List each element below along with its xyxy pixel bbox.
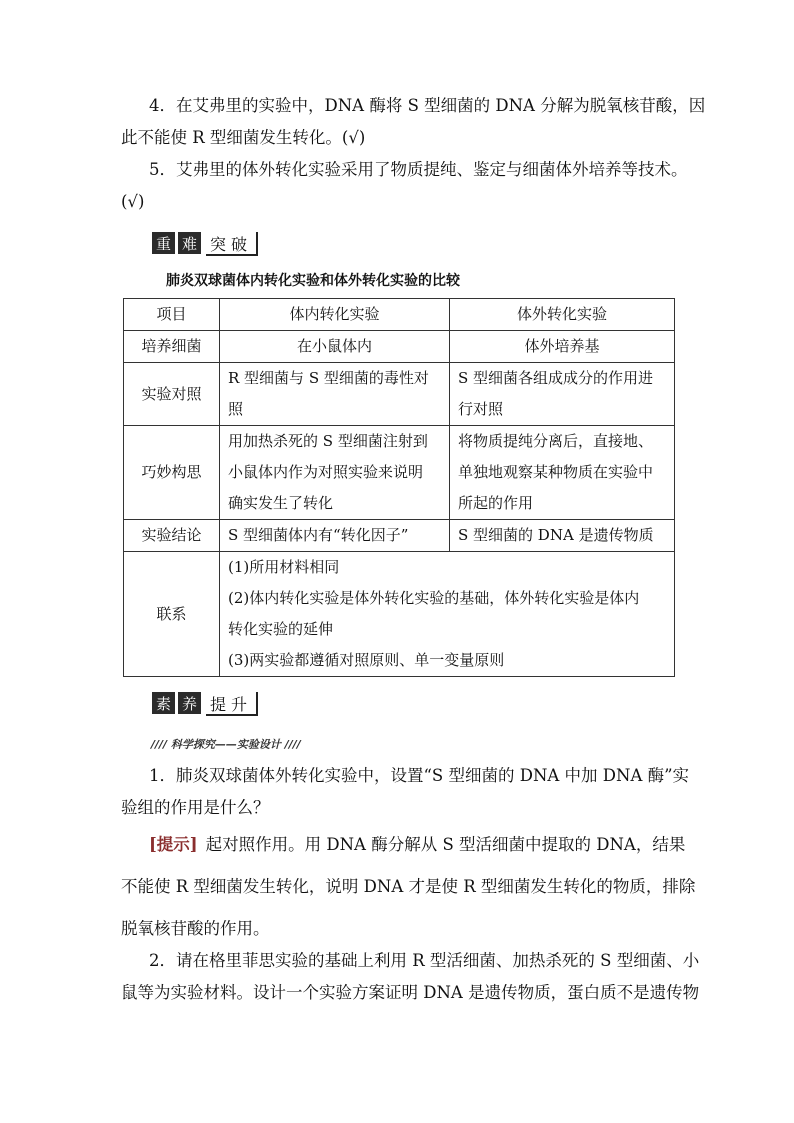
badge-char: 难 (178, 232, 201, 254)
row-label: 联系 (124, 552, 220, 677)
badge-frame (206, 232, 258, 256)
cell-line: 所起的作用 (458, 494, 534, 512)
cell-line: 转化实验的延伸 (228, 620, 334, 638)
row-label: 巧妙构思 (124, 426, 220, 520)
answer-1-line-3: 脱氧核苷酸的作用。 (121, 919, 270, 938)
in-vitro-cell (450, 363, 675, 426)
review-item-5 (121, 154, 688, 218)
badge-char: 素 (152, 692, 175, 714)
review-item-5-line-2: (√) (121, 192, 145, 211)
row-label: 培养细菌 (124, 331, 220, 363)
question-2-line-2: 鼠等为实验材料。设计一个实验方案证明 DNA 是遗传物质，蛋白质不是遗传物 (121, 983, 700, 1002)
badge-char: 养 (178, 692, 201, 714)
review-item-4-line-1: 4．在艾弗里的实验中，DNA 酶将 S 型细菌的 DNA 分解为脱氧核苷酸，因 (149, 96, 706, 115)
review-item-5-line-1: 5．艾弗里的体外转化实验采用了物质提纯、鉴定与细菌体外培养等技术。 (149, 160, 688, 179)
in-vivo-cell (220, 426, 450, 520)
table-header-cell: 项目 (124, 299, 220, 331)
table-row (124, 363, 675, 426)
hint-label: [提示] (149, 835, 198, 854)
badge-frame (206, 692, 258, 716)
table-row (124, 331, 675, 363)
table-row (124, 552, 675, 677)
cell-line: 用加热杀死的 S 型细菌注射到 (228, 432, 428, 450)
in-vitro-cell: S 型细菌的 DNA 是遗传物质 (450, 520, 675, 552)
section-badge-key-points (152, 230, 258, 254)
row-label: 实验对照 (124, 363, 220, 426)
badge-char: 升 (231, 694, 249, 714)
badge-char: 突 (210, 234, 228, 254)
cell-line: 行对照 (458, 400, 504, 418)
section-badge-literacy (152, 690, 258, 714)
question-2 (121, 945, 700, 1009)
question-1-line-1: 1．肺炎双球菌体外转化实验中，设置“S 型细菌的 DNA 中加 DNA 酶”实 (149, 766, 690, 785)
cell-line: 确实发生了转化 (228, 494, 334, 512)
cell-line: R 型细菌与 S 型细菌的毒性对 (228, 369, 429, 387)
badge-char: 破 (231, 234, 249, 254)
review-item-4 (121, 90, 706, 154)
cell-line: S 型细菌各组成成分的作用进 (458, 369, 654, 387)
subheading: //// 科学探究——实验设计 //// (151, 738, 301, 751)
badge-char: 提 (210, 694, 228, 714)
in-vivo-cell: S 型细菌体内有“转化因子” (220, 520, 450, 552)
table-header-row (124, 299, 675, 331)
cell-line: 照 (228, 400, 244, 418)
table-header-cell: 体外转化实验 (450, 299, 675, 331)
question-1-line-2: 验组的作用是什么？ (121, 798, 270, 817)
cell-line: (2)体内转化实验是体外转化实验的基础，体外转化实验是体内 (228, 589, 640, 607)
answer-1-line-2: 不能使 R 型细菌发生转化，说明 DNA 才是使 R 型细菌发生转化的物质，排除 (121, 877, 696, 896)
badge-char: 重 (152, 232, 175, 254)
question-1 (121, 760, 690, 824)
comparison-table (123, 298, 675, 677)
in-vitro-cell: 体外培养基 (450, 331, 675, 363)
in-vivo-cell (220, 363, 450, 426)
table-header-cell: 体内转化实验 (220, 299, 450, 331)
link-cell (220, 552, 675, 677)
in-vivo-cell: 在小鼠体内 (220, 331, 450, 363)
answer-1 (121, 824, 696, 950)
table-row (124, 426, 675, 520)
question-2-line-1: 2．请在格里菲思实验的基础上利用 R 型活细菌、加热杀死的 S 型细菌、小 (149, 951, 700, 970)
cell-line: 将物质提纯分离后，直接地、 (458, 432, 654, 450)
cell-line: (1)所用材料相同 (228, 558, 340, 576)
cell-line: 单独地观察某种物质在实验中 (458, 463, 654, 481)
table-row (124, 520, 675, 552)
answer-1-line-1 (121, 824, 686, 866)
cell-line: (3)两实验都遵循对照原则、单一变量原则 (228, 651, 505, 669)
review-item-4-line-2: 此不能使 R 型细菌发生转化。(√) (121, 128, 366, 147)
answer-1-text: 起对照作用。用 DNA 酶分解从 S 型活细菌中提取的 DNA，结果 (205, 835, 686, 854)
table-title: 肺炎双球菌体内转化实验和体外转化实验的比较 (166, 273, 460, 289)
cell-line: 小鼠体内作为对照实验来说明 (228, 463, 424, 481)
row-label: 实验结论 (124, 520, 220, 552)
in-vitro-cell (450, 426, 675, 520)
